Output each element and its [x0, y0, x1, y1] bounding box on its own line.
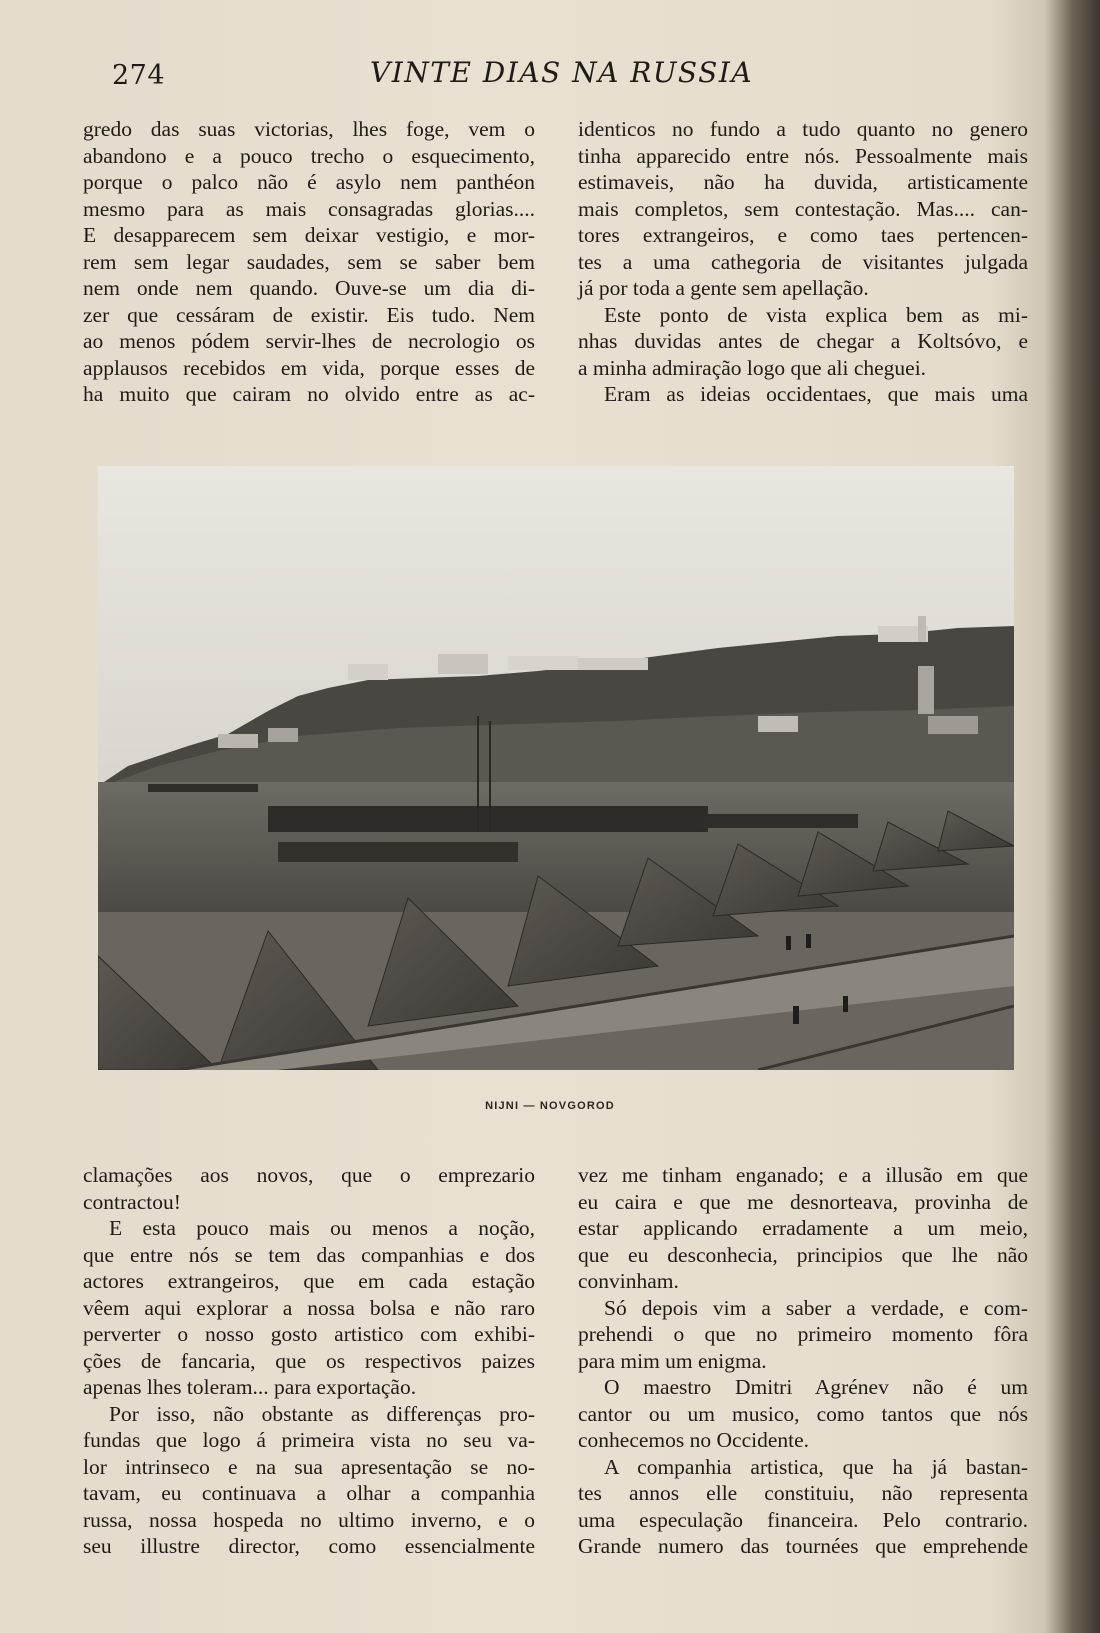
text-line: porque o palco não é asylo nem panthéon: [83, 170, 535, 194]
text-line: lor intrinseco e na sua apresentação se no-: [83, 1454, 535, 1479]
text-column-bottom-left: [83, 1162, 535, 1560]
text-line: E esta pouco mais ou menos a noção,: [109, 1216, 535, 1240]
text-line: a minha admiração logo que ali cheguei.: [578, 355, 927, 380]
text-line: tes a uma cathegoria de visitantes julgada: [578, 249, 1028, 274]
text-line: E desapparecem sem deixar vestigio, e mor-: [83, 223, 535, 247]
text-line: rem sem legar saudades, sem se saber bem: [83, 249, 535, 274]
text-line: zer que cessáram de existir. Eis tudo. Nem: [83, 302, 535, 327]
text-line: apenas lhes toleram... para exportação.: [83, 1375, 417, 1399]
text-line: nhas duvidas antes de chegar a Koltsóvo, e: [578, 329, 1028, 353]
text-column-bottom-right: [578, 1162, 1028, 1560]
text-line: prehendi o que no primeiro momento fôra: [578, 1322, 1028, 1346]
text-line: perverter o nosso gosto artistico com exhibi-: [83, 1322, 535, 1346]
text-line: Grande numero das tournées que emprehende: [578, 1534, 1028, 1558]
text-line: clamações aos novos, que o emprezario: [83, 1163, 535, 1187]
text-column-top-left: [83, 116, 535, 408]
text-line: abandono e a pouco trecho o esquecimento,: [83, 143, 535, 168]
text-line: Este ponto de vista explica bem as mi-: [604, 302, 1028, 327]
text-line: applausos recebidos em vida, porque esses de: [83, 355, 535, 380]
text-line: ha muito que cairam no olvido entre as ac-: [83, 382, 535, 406]
text-line: seu illustre director, como essencialmente: [83, 1534, 535, 1558]
text-line: contractou!: [83, 1189, 181, 1214]
text-line: Eram as ideias occidentaes, que mais uma: [604, 382, 1028, 406]
text-line: mais completos, sem contestação. Mas.... can-: [578, 196, 1028, 221]
text-line: uma especulação financeira. Pelo contrario.: [578, 1507, 1028, 1532]
text-line: convinham.: [578, 1269, 679, 1293]
text-line: tes annos elle constituiu, não representa: [578, 1481, 1028, 1505]
text-line: cantor ou um musico, como tantos que nós: [578, 1401, 1028, 1426]
text-line: que entre nós se tem das companhias e dos: [83, 1242, 535, 1267]
running-title: VINTE DIAS NA RUSSIA: [370, 56, 754, 89]
text-line: ções de fancaria, que os respectivos paizes: [83, 1348, 535, 1373]
text-line: eu caira e que me desnorteava, provinha de: [578, 1189, 1028, 1214]
text-line: O maestro Dmitri Agrénev não é um: [604, 1375, 1028, 1399]
text-line: estimaveis, não ha duvida, artisticamente: [578, 170, 1028, 194]
text-line: vez me tinham enganado; e a illusão em que: [578, 1163, 1028, 1187]
text-line: conhecemos no Occidente.: [578, 1428, 810, 1452]
text-line: que eu desconhecia, principios que lhe não: [578, 1242, 1028, 1267]
text-line: vêem aqui explorar a nossa bolsa e não raro: [83, 1295, 535, 1320]
text-line: tavam, eu continuava a olhar a companhia: [83, 1481, 535, 1505]
text-line: ao menos pódem servir-lhes de necrologio os: [83, 329, 535, 353]
text-line: tores extrangeiros, e como taes pertencen-: [578, 223, 1028, 247]
text-line: Só depois vim a saber a verdade, e com-: [604, 1295, 1028, 1320]
text-line: fundas que logo á primeira vista no seu va-: [83, 1428, 535, 1452]
harbor-photograph: [98, 466, 1014, 1070]
text-line: A companhia artistica, que ha já bastan-: [604, 1454, 1028, 1479]
page-number: 274: [112, 60, 166, 91]
text-line: actores extrangeiros, que em cada estação: [83, 1269, 535, 1293]
text-line: nem onde nem quando. Ouve-se um dia di-: [83, 276, 535, 300]
text-line: identicos no fundo a tudo quanto no genero: [578, 117, 1028, 141]
figure-caption: NIJNI — NOVGOROD: [485, 1100, 615, 1112]
text-line: Por isso, não obstante as differenças pro-: [109, 1401, 535, 1426]
text-line: gredo das suas victorias, lhes foge, vem o: [83, 117, 535, 141]
text-line: estar applicando erradamente a um meio,: [578, 1216, 1028, 1240]
text-line: russa, nossa hospeda no ultimo inverno, e o: [83, 1507, 535, 1532]
text-column-top-right: [578, 116, 1028, 408]
text-line: para mim um enigma.: [578, 1348, 767, 1373]
text-line: mesmo para as mais consagradas glorias....: [83, 196, 535, 221]
text-line: já por toda a gente sem apellação.: [578, 276, 869, 300]
text-line: tinha apparecido entre nós. Pessoalmente mais: [578, 143, 1028, 168]
